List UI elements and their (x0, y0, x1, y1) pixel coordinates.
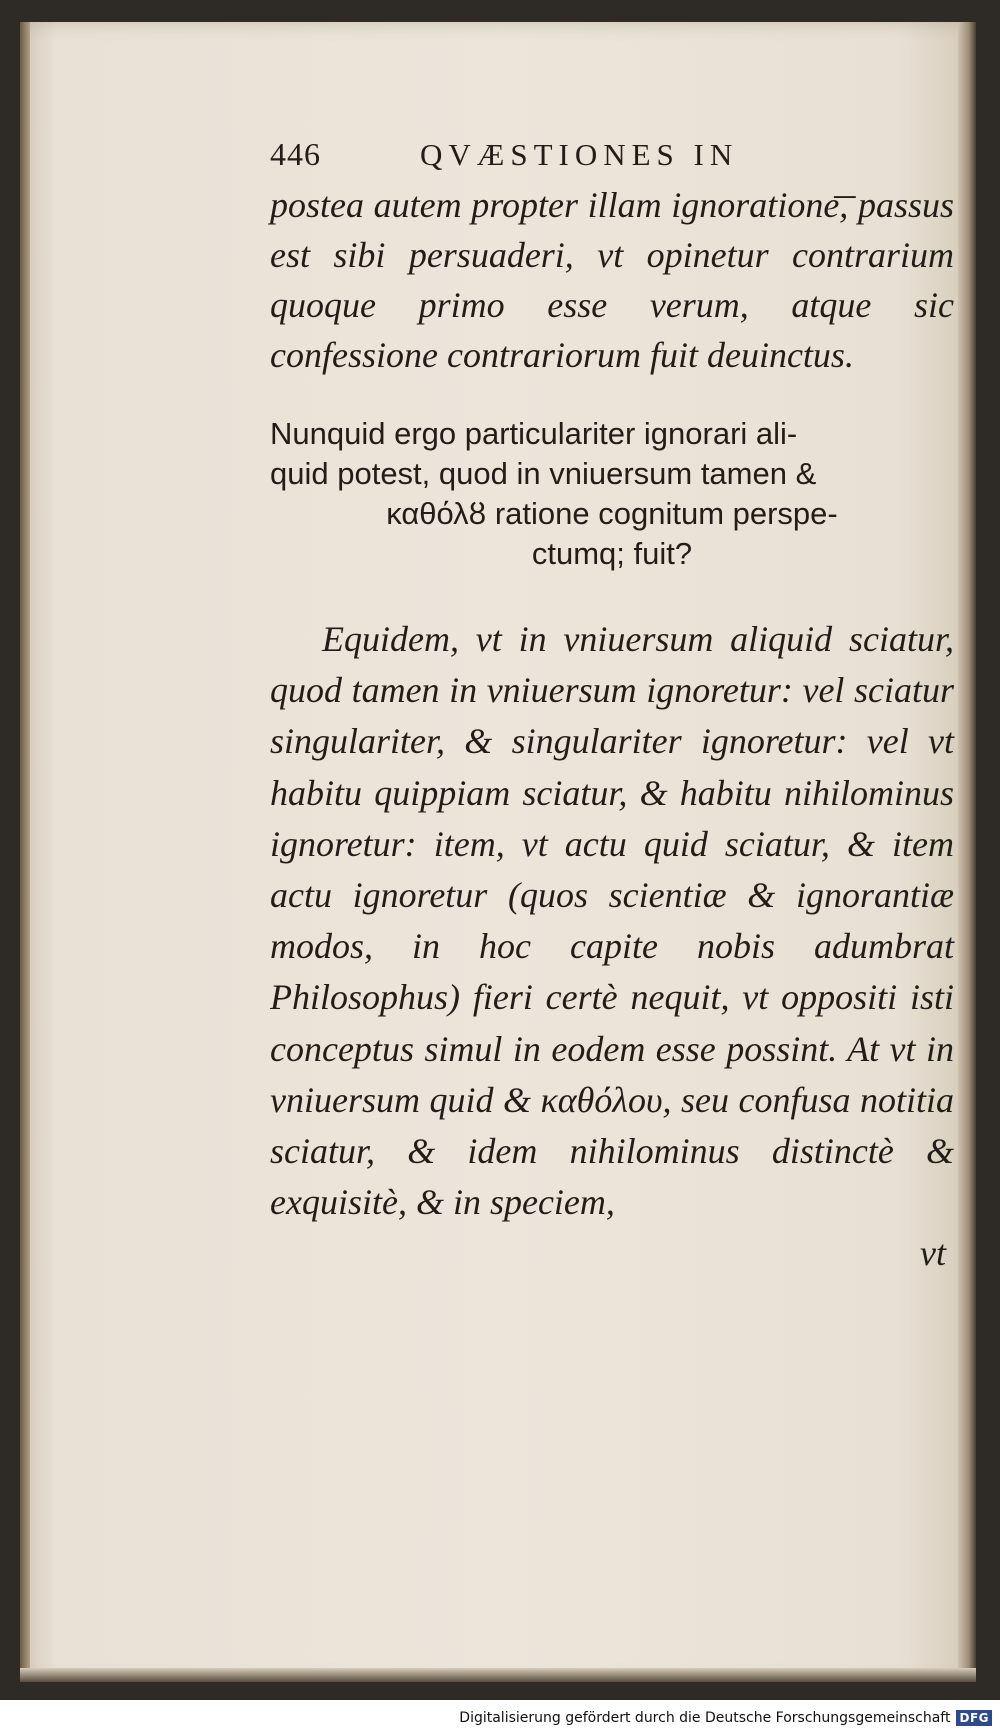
running-head-title: QVÆSTIONES IN (420, 137, 739, 172)
page-gutter-shadow (20, 22, 30, 1682)
question-line: quid potest, quod in vniuersum tamen & (270, 456, 817, 491)
page-number: 446 (270, 136, 321, 172)
page-edge-shadow (958, 22, 976, 1682)
dfg-logo-icon: DFG (956, 1710, 992, 1726)
text-block (270, 136, 954, 1279)
question-heading (270, 414, 954, 574)
question-line: καθόλȣ ratione cognitum perspe- (386, 496, 838, 531)
footer-credit: Digitalisierung gefördert durch die Deutsche Forschungsgemeinschaft (459, 1709, 951, 1726)
question-line: ctumq; fuit? (531, 536, 693, 571)
running-head (270, 136, 954, 180)
question-line: Nunquid ergo particulariter ignorari ali- (270, 416, 798, 451)
page-bottom-edge (20, 1668, 976, 1682)
digitization-footer (0, 1700, 1000, 1735)
paragraph-continued: postea autem propter illam ignoratione͞, passus est sibi persuaderi, vt opinetur contrarium quoque primo esse verum, atque sic confessione contrariorum fuit deuinctus. (270, 185, 954, 375)
answer-paragraph: Equidem, vt in vniuersum aliquid sciatur, quod tamen in vniuersum ignoretur: vel sciatur singulariter, & singulariter ignoretur: vel vt habitu quippiam sciatur, & habitu nihilominus ignoretur: item, vt actu quid sciatur, & item actu ignoretur (quos scientiæ & ignorantiæ modos, in hoc capite nobis adumbrat Philosophus) fieri certè nequit, vt oppositi isti conceptus simul in eodem esse possint. At vt in vniuersum quid & καθόλου, seu confusa notitia sciatur, & idem nihilominus distinctè & exquisitè, & in speciem, (270, 619, 954, 1223)
catchword: vt (920, 1233, 946, 1274)
